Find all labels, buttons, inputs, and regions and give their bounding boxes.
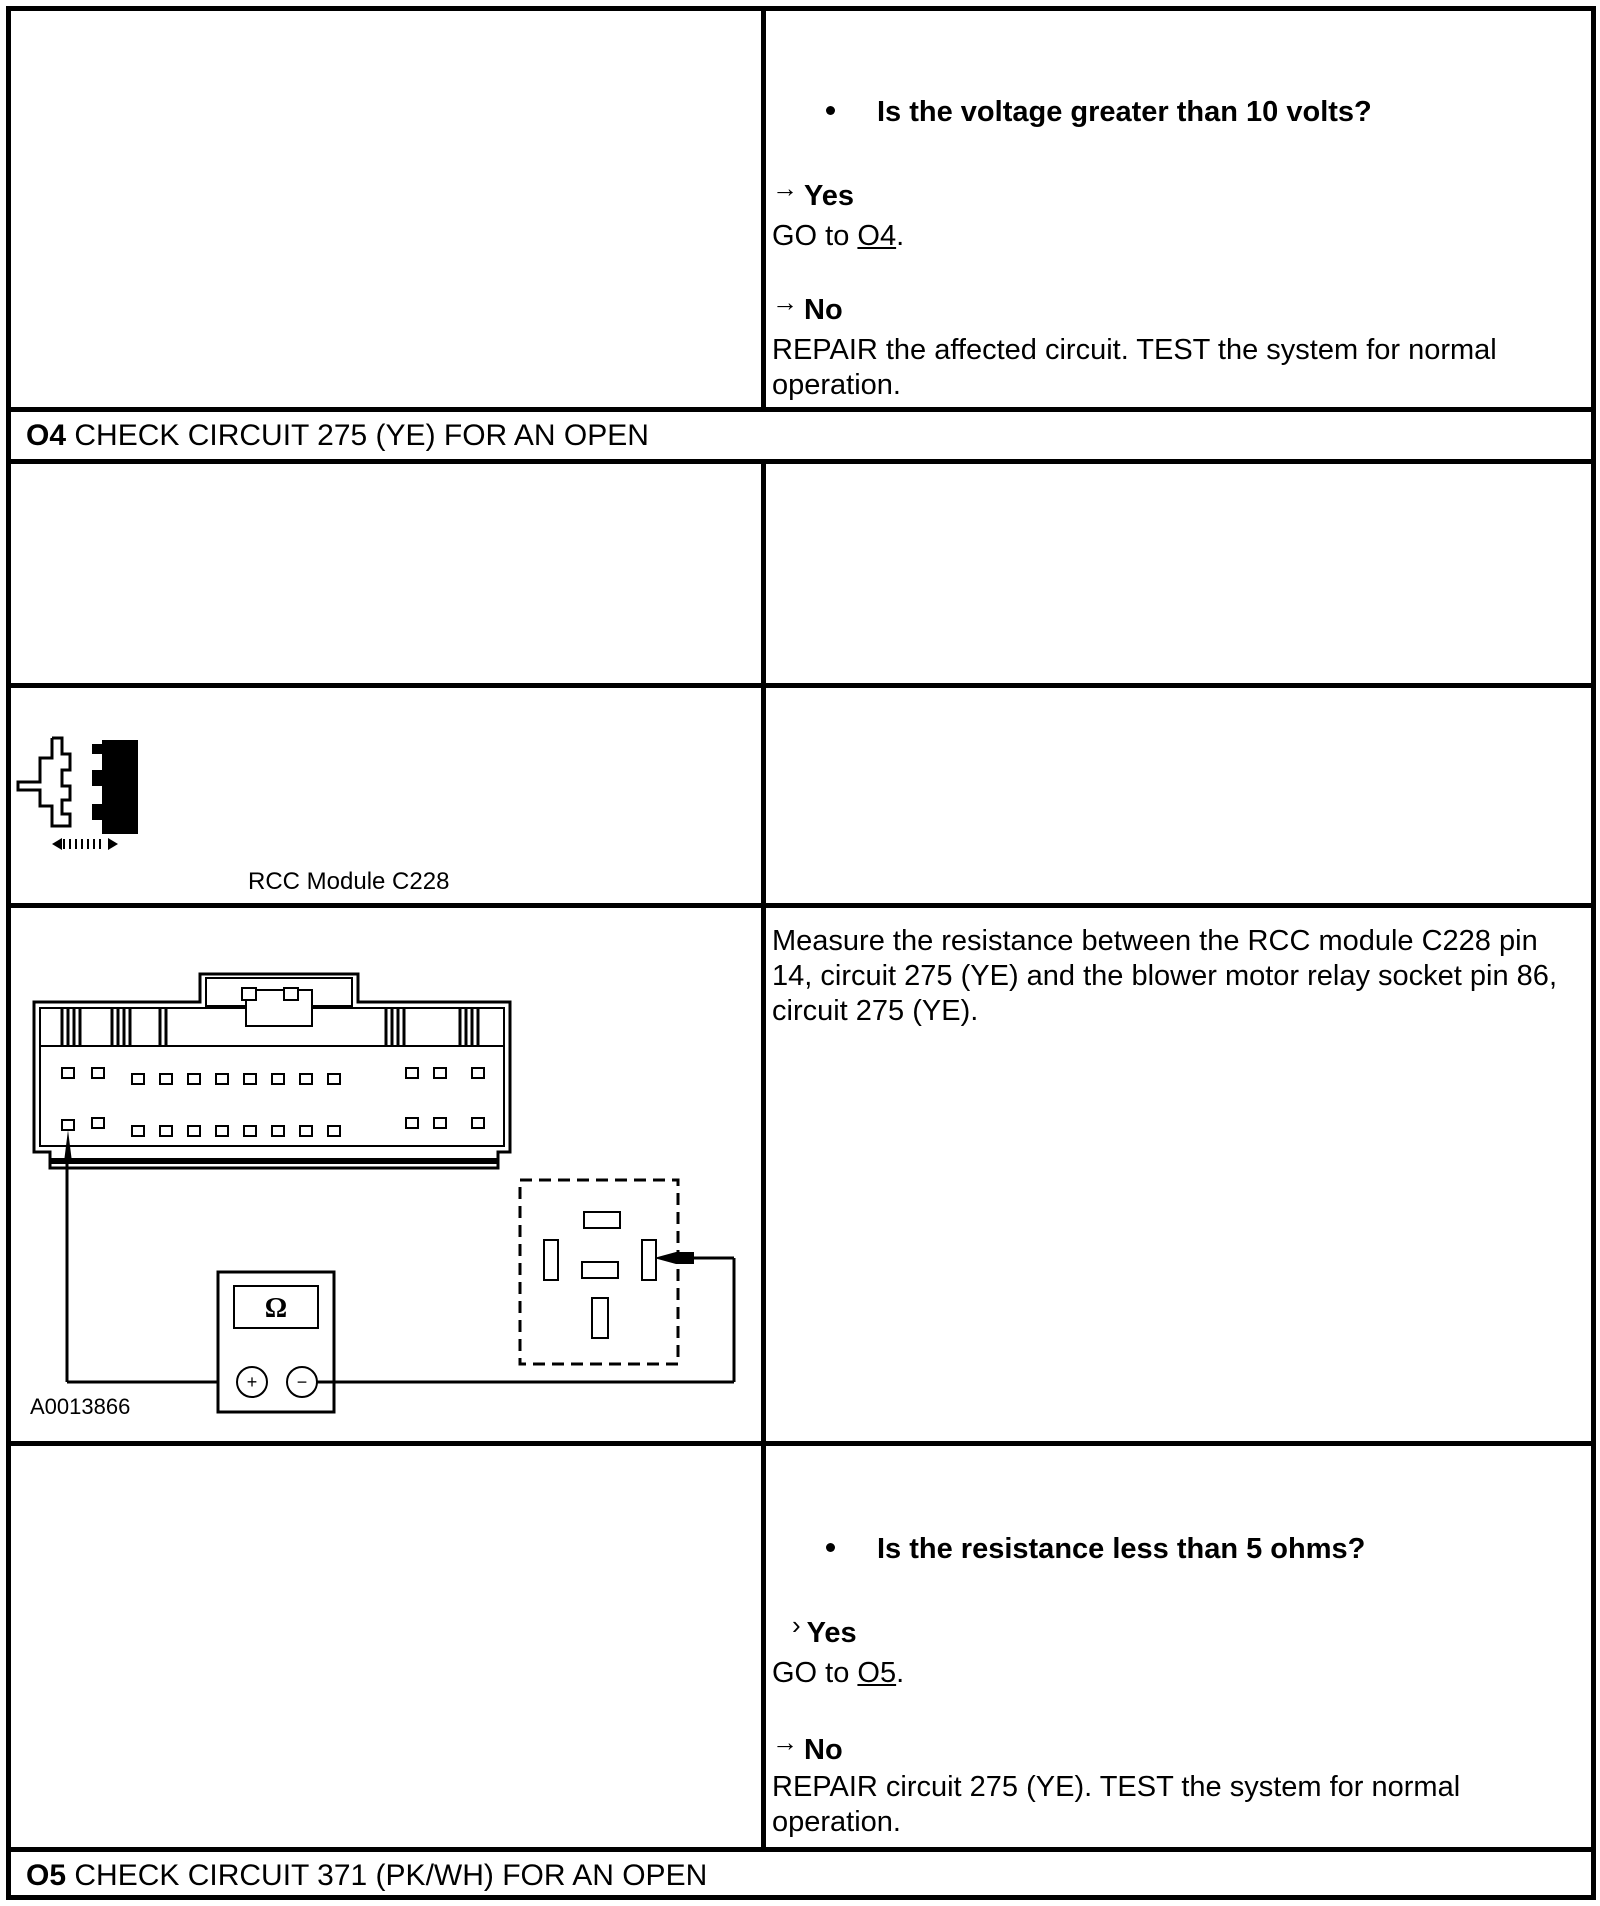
arrow-right-icon: →: [772, 1727, 798, 1757]
step-number: O4: [26, 419, 67, 452]
row-divider: [6, 459, 1596, 464]
yes-answer-text: GO to O5.: [772, 1657, 905, 1689]
goto-o4-link[interactable]: O4: [857, 220, 897, 252]
no-answer-text: REPAIR circuit 275 (YE). TEST the system for normal operation.: [772, 1771, 1461, 1838]
measure-instruction: Measure the resistance between the RCC module C228 pin 14, circuit 275 (YE) and the blower motor relay socket pin 86, circuit 275 (YE).: [772, 925, 1557, 1027]
step-o4-header: [26, 417, 649, 455]
row-divider: [6, 407, 1596, 412]
step-title: CHECK CIRCUIT 275 (YE) FOR AN OPEN: [74, 419, 649, 452]
voltage-question: Is the voltage greater than 10 volts?: [826, 96, 1372, 129]
column-divider: [761, 6, 766, 412]
row-divider: [6, 1847, 1596, 1852]
figure-id: A0013866: [30, 1394, 131, 1419]
resistance-question: Is the resistance less than 5 ohms?: [826, 1533, 1365, 1566]
ohm-icon: Ω: [264, 1293, 288, 1324]
plus-terminal-icon: +: [246, 1372, 258, 1392]
no-answer-text: REPAIR the affected circuit. TEST the system for normal operation.: [772, 334, 1497, 401]
row-divider: [6, 1441, 1596, 1446]
step-title: CHECK CIRCUIT 371 (PK/WH) FOR AN OPEN: [74, 1859, 708, 1892]
no-answer-heading: → No: [772, 287, 843, 326]
figure-caption: RCC Module C228: [248, 868, 450, 895]
step-o5-header: [26, 1857, 707, 1895]
arrow-right-icon: ›: [792, 1610, 801, 1640]
connector-disconnect-icon: [14, 730, 144, 860]
resistance-measurement-diagram: [20, 962, 750, 1422]
bullet-icon: [826, 1543, 835, 1552]
arrow-right-icon: →: [772, 287, 798, 317]
arrow-right-icon: →: [772, 173, 798, 203]
yes-answer-heading: → Yes: [772, 173, 854, 212]
minus-terminal-icon: −: [296, 1372, 308, 1392]
row-divider: [6, 903, 1596, 908]
column-divider: [761, 459, 766, 1446]
column-divider: [761, 1441, 766, 1851]
yes-answer-text: GO to O4.: [772, 220, 905, 252]
goto-o5-link[interactable]: O5: [857, 1657, 897, 1689]
yes-answer-heading: › Yes: [792, 1610, 857, 1649]
step-number: O5: [26, 1859, 67, 1892]
no-answer-heading: → No: [772, 1727, 843, 1766]
row-divider: [6, 683, 1596, 688]
bullet-icon: [826, 106, 835, 115]
